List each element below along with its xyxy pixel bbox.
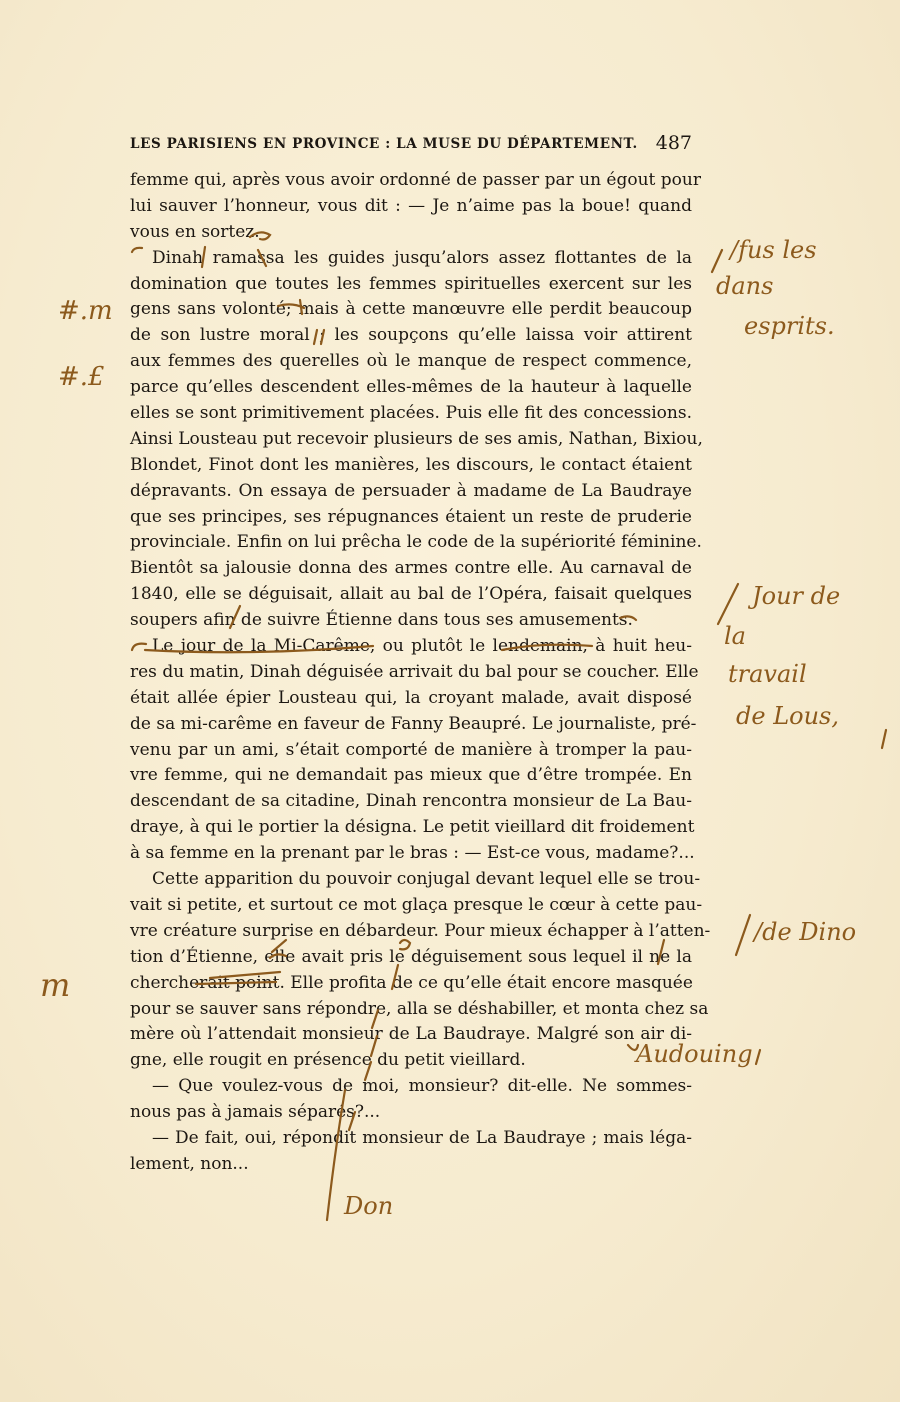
stroke-ramassa [258,250,266,266]
text-line: était allée épier Lousteau qui, la croyant malade, avait disposé [130,687,692,708]
text-line: draye, à qui le portier la désigna. Le petit vieillard dit froidement [130,817,695,838]
margin-note-right-3a: /de Dino [754,918,857,946]
text-line: gens sans volonté; mais à cette manœuvre elle perdit beaucoup [130,299,692,320]
text-line: nous pas à jamais séparés?... [130,1102,381,1123]
stroke-moral [314,330,324,344]
text-line: vous en sortez. [130,221,260,242]
stroke-dinah-bracket [132,247,205,267]
text-line: chercherait point. Elle profita de ce qu’elle était encore masquée [130,972,693,993]
stroke-ne-la [658,940,664,964]
text-line: vre femme, qui ne demandait pas mieux que d’être trompée. En [130,765,692,786]
stroke-point [196,972,280,984]
text-line: venu par un ami, s’était comporté de manière à tromper la pau- [130,739,692,760]
stroke-monsieur [371,1036,377,1056]
stroke-repondre [372,1010,378,1028]
text-line: provinciale. Enfin on lui prêcha le code de la supériorité féminine. [130,532,702,553]
stroke-le [400,940,410,949]
margin-note-right-1c: esprits. [744,312,835,340]
margin-note-right-3b: Audouing [636,1040,753,1068]
stroke-right-mark-1 [712,250,722,272]
margin-note-left-3: m [40,966,71,1004]
text-line: 1840, elle se déguisait, allait au bal de l’Opéra, faisait quelques [130,584,692,605]
stroke-right-mark-5 [756,1050,760,1064]
stroke-right-mark-4 [882,730,886,748]
text-line: Dinah ramassa les guides jusqu’alors assez flottantes de la [152,247,692,268]
margin-note-right-2a: Jour de [752,582,841,610]
stroke-amusements [620,616,636,620]
text-line: de son lustre moral ; les soupçons qu’elle laissa voir attirent [130,325,692,346]
text-line: gne, elle rougit en présence du petit vieillard. [130,1050,526,1071]
text-line: tion d’Étienne, elle avait pris le déguisement sous lequel il ne la [130,946,692,967]
text-line: soupers afin de suivre Étienne dans tous ses amusements. [130,610,633,631]
stroke-profita [392,965,398,989]
stroke-sortez-hook [250,232,270,239]
text-line: que ses principes, ses répugnances étaient un reste de pruderie [130,506,692,527]
margin-note-right-2c: travail [728,660,807,688]
text-line: à sa femme en la prenant par le bras : — Est-ce vous, madame?... [130,843,695,864]
stroke-right-mark-3 [736,915,750,955]
text-line: descendant de sa citadine, Dinah rencontra monsieur de La Bau- [130,791,692,812]
text-line: aux femmes des querelles où le manque de respect commence, [130,351,692,372]
text-line: Blondet, Finot dont les manières, les discours, le contact étaient [130,454,692,475]
text-line: de sa mi-carême en faveur de Fanny Beaupré. Le journaliste, pré- [130,713,697,734]
text-line: elles se sont primitivement placées. Puis elle fit des concessions. [130,403,692,424]
stroke-long-vertical [327,1090,345,1220]
stroke-elle [270,940,286,958]
stroke-presence [365,1062,371,1080]
text-line: — De fait, oui, répondit monsieur de La Baudraye ; mais léga- [152,1127,692,1148]
text-line: femme qui, après vous avoir ordonné de passer par un égout pour [130,170,701,190]
text-line: domination que toutes les femmes spirituelles exercent sur les [130,273,692,294]
stroke-volonte [278,300,304,314]
text-line: res du matin, Dinah déguisée arrivait du bal pour se coucher. Elle [130,661,699,682]
margin-note-right-1b: dans [716,272,774,300]
text-line: Bientôt sa jalousie donna des armes contre elle. Au carnaval de [130,558,692,579]
text-line: dépravants. On essaya de persuader à madame de La Baudraye [130,480,692,501]
margin-note-right-2b: la [724,622,746,650]
stroke-separes [349,1112,355,1130]
text-line: — Que voulez-vous de moi, monsieur? dit-elle. Ne sommes- [152,1076,692,1097]
text-line: parce qu’elles descendent elles-mêmes de la hauteur à laquelle [130,377,692,398]
text-line: Cette apparition du pouvoir conjugal devant lequel elle se trou- [152,869,701,890]
text-line: lui sauver l’honneur, vous dit : — Je n’aime pas la boue! quand [130,195,692,216]
margin-note-bottom: Don [344,1192,394,1220]
margin-note-left-1: #.m [58,296,113,326]
margin-note-right-1a: /fus les [730,236,817,264]
stroke-soupers [230,606,240,628]
page-number: 487 [655,132,692,154]
stroke-right-mark-2 [718,584,738,624]
margin-note-left-2: #.£ [58,362,105,392]
text-line: Ainsi Lousteau put recevoir plusieurs de ses amis, Nathan, Bixiou, [130,428,703,449]
stroke-le-jour [132,644,592,653]
running-head-title: LES PARISIENS EN PROVINCE : LA MUSE DU DÉPARTEMENT. [130,136,638,152]
text-line: lement, non... [130,1153,249,1174]
text-line: vait si petite, et surtout ce mot glaça presque le cœur à cette pau- [130,894,703,915]
text-line: pour se sauver sans répondre, alla se déshabiller, et monta chez sa [130,998,709,1019]
text-line: mère où l’attendait monsieur de La Baudraye. Malgré son air di- [130,1024,692,1045]
text-line: vre créature surprise en débardeur. Pour mieux échapper à l’atten- [130,920,711,941]
margin-note-right-2d: de Lous, [736,702,839,730]
text-line: Le jour de la Mi-Carême, ou plutôt le lendemain, à huit heu- [152,636,692,657]
